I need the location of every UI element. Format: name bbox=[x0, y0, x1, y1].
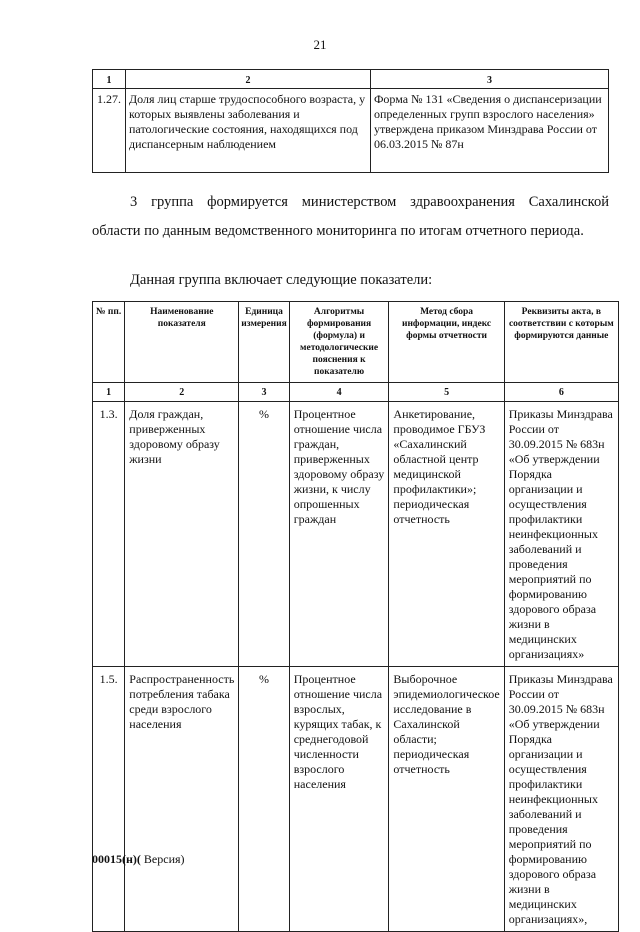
column-number-2: 2 bbox=[125, 383, 239, 402]
document-version: Версия) bbox=[140, 852, 185, 866]
indicator-table-continued bbox=[92, 69, 609, 173]
document-footer bbox=[92, 852, 185, 867]
header-number: № пп. bbox=[93, 302, 125, 383]
indicators-table bbox=[92, 301, 619, 932]
unit-of-measure: % bbox=[239, 667, 289, 932]
page-number: 21 bbox=[313, 37, 327, 52]
column-number-4: 4 bbox=[289, 383, 389, 402]
header-method: Метод сбора информации, индекс формы отчетности bbox=[389, 302, 504, 383]
algorithm-description: Процентное отношение числа взрослых, курящих табак, к среднегодовой численности взрослого населения bbox=[289, 667, 389, 932]
column-number-2: 2 bbox=[126, 70, 371, 89]
act-reference: Приказы Минздрава России от 30.09.2015 № 683н «Об утверждении Порядка организации и осуществления профилактики неинфекционных заболеваний и проведения мероприятий по формированию здорового образа жизни в медицинских организациях» bbox=[504, 402, 618, 667]
table-header-row bbox=[93, 70, 609, 89]
collection-method: Анкетирование, проводимое ГБУЗ «Сахалинский областной центр медицинской профилактики»; периодическая отчетность bbox=[389, 402, 504, 667]
unit-of-measure: % bbox=[239, 402, 289, 667]
algorithm-description: Процентное отношение числа граждан, приверженных здоровому образу жизни, к числу опрошенных граждан bbox=[289, 402, 389, 667]
table-row bbox=[93, 667, 619, 932]
group-intro-paragraph: Данная группа включает следующие показатели: bbox=[130, 272, 433, 288]
collection-method: Выборочное эпидемиологическое исследование в Сахалинской области; периодическая отчетность bbox=[389, 667, 504, 932]
indicator-name: Распространенность потребления табака среди взрослого населения bbox=[125, 667, 239, 932]
column-number-1: 1 bbox=[93, 383, 125, 402]
header-act: Реквизиты акта, в соответствии с которым формируются данные bbox=[504, 302, 618, 383]
table-row bbox=[93, 402, 619, 667]
document-code: 00015(н)( bbox=[92, 852, 141, 866]
column-number-5: 5 bbox=[389, 383, 504, 402]
act-reference: Приказы Минздрава России от 30.09.2015 № 683н «Об утверждении Порядка организации и осуществления профилактики неинфекционных заболеваний и проведения мероприятий по формированию здорового образа жизни в медицинских организациях», bbox=[504, 667, 618, 932]
row-number: 1.3. bbox=[93, 402, 125, 667]
header-indicator-name: Наименование показателя bbox=[125, 302, 239, 383]
row-number: 1.5. bbox=[93, 667, 125, 932]
column-number-6: 6 bbox=[504, 383, 618, 402]
indicator-name: Доля лиц старше трудоспособного возраста, у которых выявлены заболевания и патологические состояния, находящихся под диспансерным наблюдением bbox=[126, 89, 371, 173]
column-number-3: 3 bbox=[239, 383, 289, 402]
group-description-paragraph: 3 группа формируется министерством здравоохранения Сахалинской области по данным ведомственного мониторинга по итогам отчетного периода. bbox=[92, 194, 609, 239]
indicator-reference: Форма № 131 «Сведения о диспансеризации определенных групп взрослого населения» утверждена приказом Минздрава России от 06.03.2015 № 87н bbox=[370, 89, 608, 173]
indicator-name: Доля граждан, приверженных здоровому образу жизни bbox=[125, 402, 239, 667]
row-number: 1.27. bbox=[93, 89, 126, 173]
column-number-3: 3 bbox=[370, 70, 608, 89]
header-algorithm: Алгоритмы формирования (формула) и методологические пояснения к показателю bbox=[289, 302, 389, 383]
table-header-row bbox=[93, 302, 619, 383]
column-numbers-row bbox=[93, 383, 619, 402]
header-unit: Единица измерения bbox=[239, 302, 289, 383]
column-number-1: 1 bbox=[93, 70, 126, 89]
table-row bbox=[93, 89, 609, 173]
